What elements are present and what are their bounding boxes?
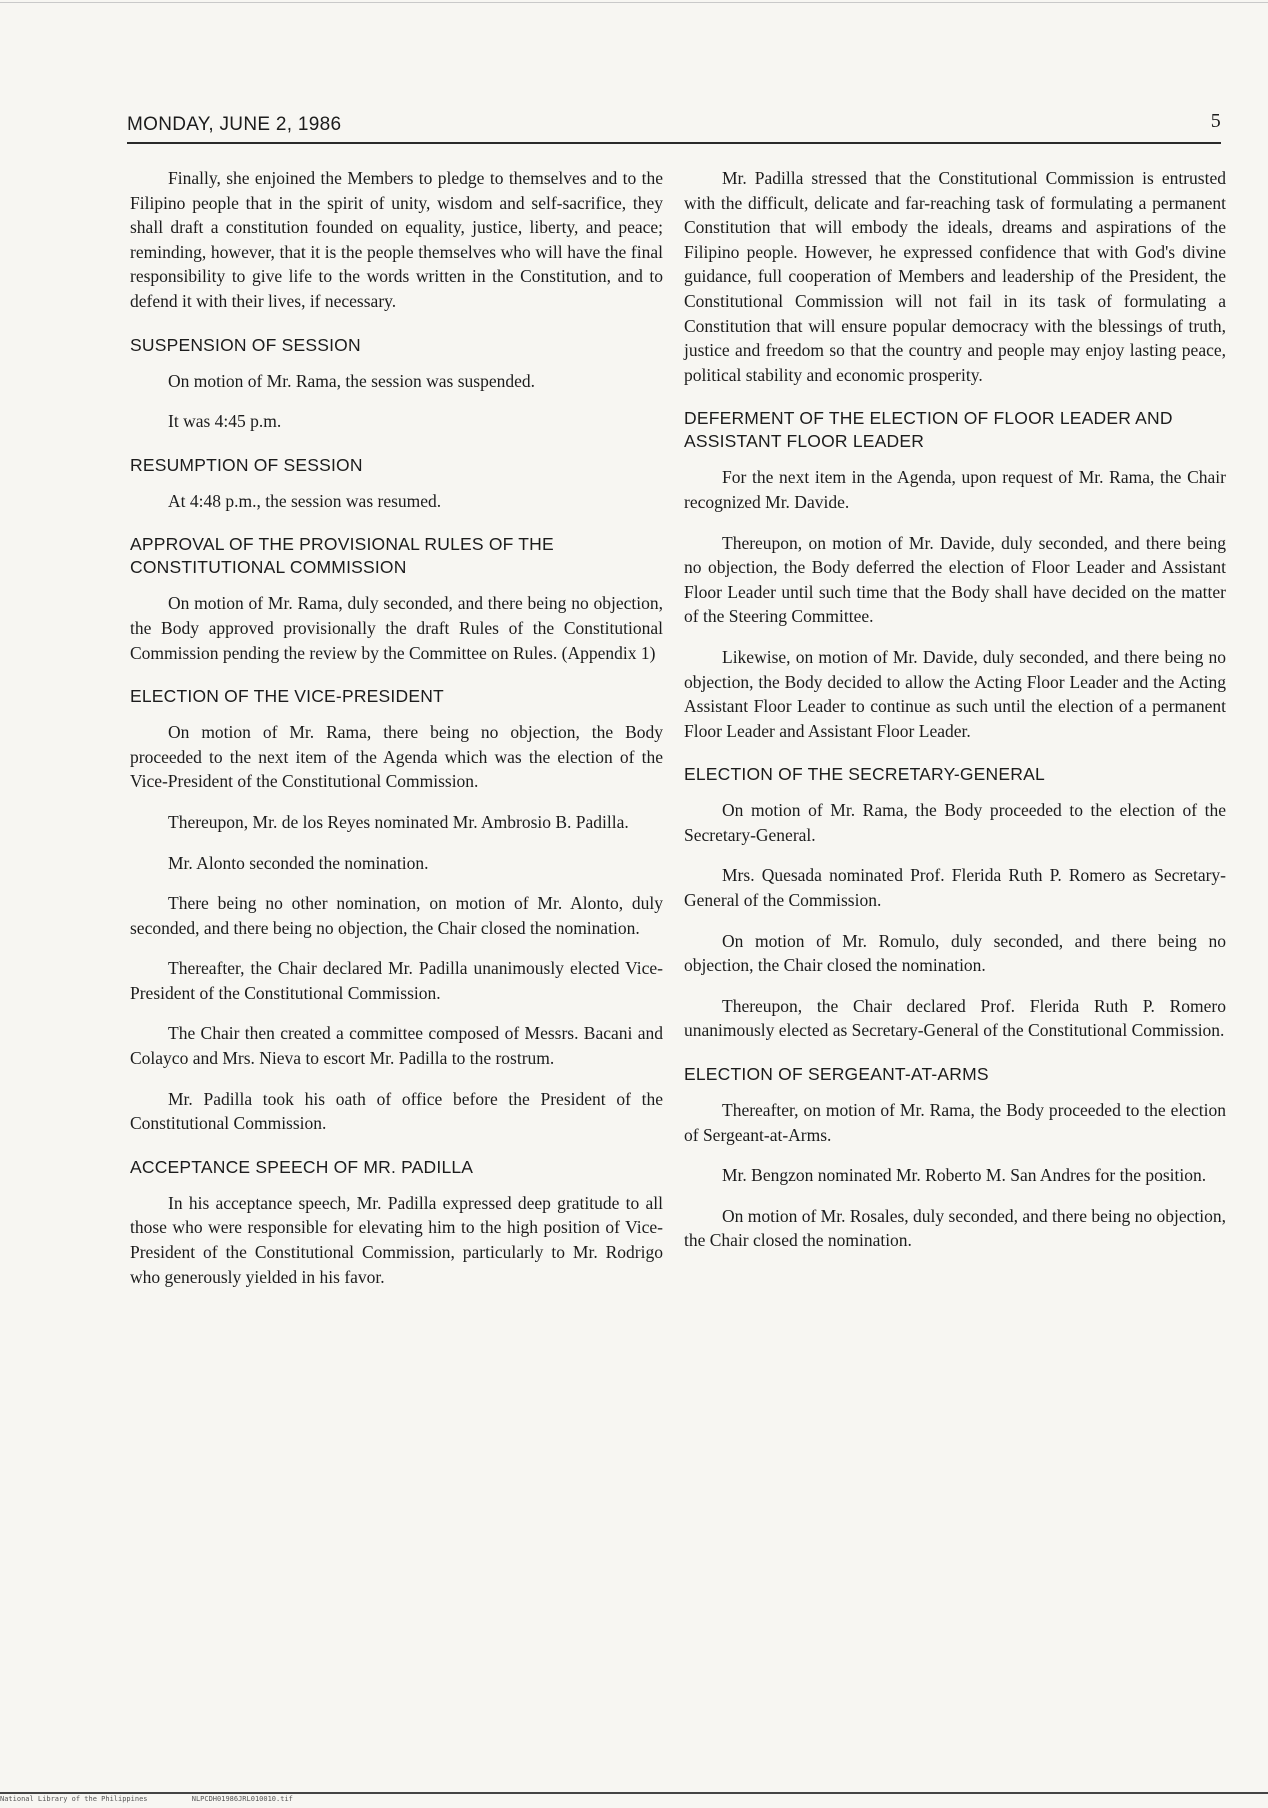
bottom-rule: [0, 1792, 1268, 1794]
paragraph: It was 4:45 p.m.: [168, 411, 282, 432]
paragraph: Mrs. Quesada nominated Prof. Flerida Ruth P. Romero as Secretary-General of the Commission.: [684, 865, 1226, 911]
footer-library: National Library of the Philippines: [0, 1795, 148, 1803]
scan-footer: [0, 1795, 293, 1803]
page-number: 5: [1210, 110, 1221, 132]
paragraph: Finally, she enjoined the Members to pledge to themselves and to the Filipino people that in the spirit of unity, wisdom and self-sacrifice, they shall draft a constitution founded on equality, justice, liberty, and peace; reminding, however, that it is the people themselves who will have the final responsibility to give life to the words written in the Constitution, and to defend it with their lives, if necessary.: [130, 168, 663, 311]
paragraph: On motion of Mr. Rama, there being no objection, the Body proceeded to the next item of the Agenda which was the election of the Vice-President of the Constitutional Commission.: [130, 722, 663, 792]
section-heading: ACCEPTANCE SPEECH OF MR. PADILLA: [130, 1156, 474, 1177]
right-column: [684, 166, 1226, 1269]
paragraph: Mr. Alonto seconded the nomination.: [168, 852, 429, 873]
section-heading: DEFERMENT OF THE ELECTION OF FLOOR LEADER AND ASSISTANT FLOOR LEADER: [684, 408, 1173, 452]
section-heading: APPROVAL OF THE PROVISIONAL RULES OF THE CONSTITUTIONAL COMMISSION: [130, 534, 554, 578]
paragraph: There being no other nomination, on motion of Mr. Alonto, duly seconded, and there being no objection, the Chair closed the nomination.: [130, 893, 663, 938]
paragraph: On motion of Mr. Romulo, duly seconded, and there being no objection, the Chair closed the nomination.: [684, 930, 1226, 976]
paragraph: For the next item in the Agenda, upon request of Mr. Rama, the Chair recognized Mr. Davide.: [684, 467, 1226, 512]
paragraph: Mr. Padilla stressed that the Constitutional Commission is entrusted with the difficult, delicate and far-reaching task of formulating a permanent Constitution that will embody the ideals, dreams and aspirations of the Filipino people. However, he expressed confidence that with God's divine guidance, full cooperation of Members and leadership of the President, the Constitutional Commission will not fail in its task of formulating a Constitution that will ensure popular democracy with the blessings of truth, justice and freedom so that the country and people may enjoy lasting peace, political stability and economic prosperity.: [684, 168, 1226, 385]
section-heading: ELECTION OF THE VICE-PRESIDENT: [130, 686, 444, 707]
paragraph: Thereafter, on motion of Mr. Rama, the Body proceeded to the election of Sergeant-at-Arms.: [684, 1100, 1226, 1145]
header-date: MONDAY, JUNE 2, 1986: [127, 114, 342, 135]
paragraph: Mr. Bengzon nominated Mr. Roberto M. San Andres for the position.: [722, 1165, 1207, 1186]
paragraph: On motion of Mr. Rama, the session was suspended.: [168, 370, 535, 391]
left-column: [130, 166, 663, 1305]
paragraph: Thereupon, Mr. de los Reyes nominated Mr. Ambrosio B. Padilla.: [168, 811, 629, 832]
footer-file: NLPCDH01986JRL010010.tif: [191, 1795, 293, 1803]
paragraph: Thereafter, the Chair declared Mr. Padilla unanimously elected Vice-President of the Constitutional Commission.: [130, 958, 663, 1003]
paragraph: On motion of Mr. Rama, the Body proceeded to the election of the Secretary-General.: [684, 800, 1226, 845]
section-heading: ELECTION OF SERGEANT-AT-ARMS: [684, 1064, 989, 1085]
section-heading: SUSPENSION OF SESSION: [130, 334, 361, 355]
paragraph: Likewise, on motion of Mr. Davide, duly seconded, and there being no objection, the Body decided to allow the Acting Floor Leader and the Acting Assistant Floor Leader to continue as such until the election of a permanent Floor Leader and Assistant Floor Leader.: [684, 646, 1226, 741]
header-rule: [127, 142, 1221, 144]
paragraph: Thereupon, the Chair declared Prof. Flerida Ruth P. Romero unanimously elected as Secretary-General of the Constitutional Commission.: [684, 995, 1226, 1041]
page-header: [127, 108, 1221, 138]
paragraph: On motion of Mr. Rosales, duly seconded, and there being no objection, the Chair closed the nomination.: [684, 1205, 1227, 1251]
section-heading: ELECTION OF THE SECRETARY-GENERAL: [684, 764, 1045, 785]
paragraph: Thereupon, on motion of Mr. Davide, duly seconded, and there being no objection, the Body deferred the election of Floor Leader and Assistant Floor Leader until such time that the Body shall have decided on the matter of the Steering Committee.: [684, 532, 1226, 627]
paragraph: At 4:48 p.m., the session was resumed.: [168, 490, 442, 511]
top-edge-line: [0, 2, 1268, 3]
section-heading: RESUMPTION OF SESSION: [130, 454, 363, 475]
paragraph: The Chair then created a committee composed of Messrs. Bacani and Colayco and Mrs. Nieva to escort Mr. Padilla to the rostrum.: [130, 1023, 663, 1069]
paragraph: In his acceptance speech, Mr. Padilla expressed deep gratitude to all those who were responsible for elevating him to the high position of Vice-President of the Constitutional Commission, particularly to Mr. Rodrigo who generously yielded in his favor.: [130, 1192, 663, 1287]
paragraph: Mr. Padilla took his oath of office before the President of the Constitutional Commission.: [130, 1088, 663, 1134]
paragraph: On motion of Mr. Rama, duly seconded, and there being no objection, the Body approved provisionally the draft Rules of the Constitutional Commission pending the review by the Committee on Rules. (Appendix 1): [130, 593, 663, 663]
